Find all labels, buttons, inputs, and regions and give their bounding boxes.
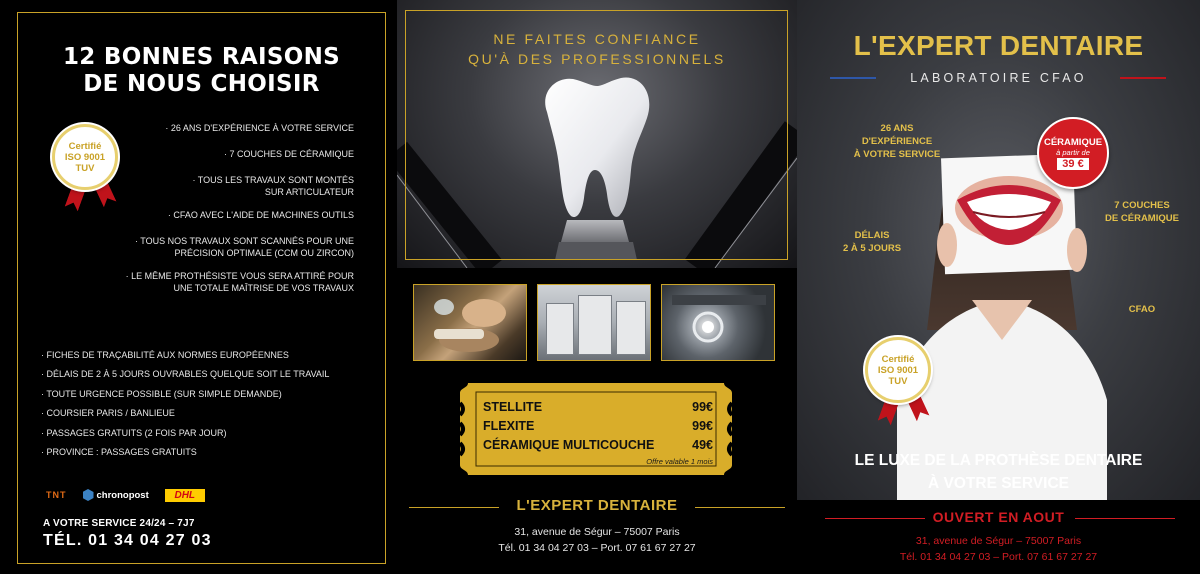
list-item: · 26 ANS D'EXPÉRIENCE À VOTRE SERVICE bbox=[165, 123, 354, 133]
badge-line: ISO 9001 bbox=[64, 151, 106, 163]
phone-number: TÉL. 01 34 04 27 03 bbox=[43, 532, 212, 549]
service-hours: A VOTRE SERVICE 24/24 – 7J7 bbox=[43, 518, 195, 529]
promo-from: à partir de bbox=[1056, 147, 1090, 157]
badge-line: Certifié bbox=[881, 353, 915, 365]
lab-photos bbox=[413, 284, 775, 361]
cover-slogan bbox=[797, 449, 1200, 495]
panel-reasons bbox=[0, 0, 397, 574]
hero-tooth-image bbox=[397, 0, 797, 268]
badge-line: ISO 9001 bbox=[877, 364, 919, 376]
price-name: FLEXITE bbox=[483, 419, 535, 433]
contact-info bbox=[397, 524, 797, 556]
list-item: · PROVINCE : PASSAGES GRATUITS bbox=[41, 446, 197, 457]
reasons-list-top bbox=[120, 122, 354, 308]
machine-shape bbox=[616, 301, 646, 355]
feature-line: 26 ANS bbox=[880, 123, 914, 134]
price-row bbox=[483, 436, 713, 455]
badge-line: TUV bbox=[888, 375, 908, 387]
feature-cfao: CFAO bbox=[1128, 304, 1156, 315]
tnt-logo bbox=[46, 490, 67, 500]
technician-hands-image bbox=[414, 285, 527, 361]
dhl-logo: DHL bbox=[165, 489, 205, 502]
list-item: · 7 COUCHES DE CÉRAMIQUE bbox=[223, 149, 354, 159]
tnt-logo-text: TNT bbox=[46, 490, 67, 500]
machine-shape bbox=[578, 295, 612, 355]
feature-delays bbox=[837, 229, 907, 255]
ceramic-price-badge bbox=[1037, 117, 1109, 189]
badge-line: Certifié bbox=[68, 140, 102, 152]
feature-line: DE CÉRAMIQUE bbox=[1105, 213, 1179, 224]
phones: Tél. 01 34 04 27 03 – Port. 07 61 67 27 27 bbox=[498, 542, 696, 554]
cover-title: L'EXPERT DENTAIRE bbox=[853, 30, 1144, 61]
list-item: · PASSAGES GRATUITS (2 FOIS PAR JOUR) bbox=[41, 427, 227, 438]
list-item: · TOUS LES TRAVAUX SONT MONTÉS SUR ARTICULATEUR bbox=[192, 175, 354, 197]
price-value: 99€ bbox=[692, 419, 713, 433]
slogan-line1: LE LUXE DE LA PROTHÈSE DENTAIRE bbox=[854, 452, 1143, 469]
cover-subtitle: LABORATOIRE CFAO bbox=[910, 71, 1087, 85]
promo-title: CÉRAMIQUE bbox=[1043, 136, 1103, 148]
panel-offers bbox=[397, 0, 797, 574]
price-value: 49€ bbox=[692, 438, 713, 452]
machine-shape bbox=[546, 303, 574, 355]
price-row bbox=[483, 398, 713, 417]
address: 31, avenue de Ségur – 75007 Paris bbox=[514, 526, 680, 538]
iso-certified-badge bbox=[52, 124, 118, 190]
scanner-image bbox=[662, 285, 775, 361]
list-item: · FICHES DE TRAÇABILITÉ AUX NORMES EUROPÉENNES bbox=[41, 350, 289, 360]
contact-info bbox=[797, 533, 1200, 565]
feature-layers bbox=[1087, 199, 1197, 225]
badge-line: TUV bbox=[75, 162, 95, 174]
list-item: · TOUTE URGENCE POSSIBLE (SUR SIMPLE DEMANDE) bbox=[41, 388, 282, 399]
reasons-title bbox=[17, 44, 386, 98]
courier-logos bbox=[46, 487, 246, 503]
iso-certified-badge bbox=[865, 337, 931, 403]
list-item: · CFAO AVEC L'AIDE DE MACHINES OUTILS bbox=[167, 210, 354, 220]
chronopost-logo-text: chronopost bbox=[96, 489, 149, 501]
feature-line: 2 À 5 JOURS bbox=[842, 243, 902, 254]
feature-experience bbox=[837, 122, 957, 161]
price-row bbox=[483, 417, 713, 436]
lab-photo-hands bbox=[413, 284, 527, 361]
lab-photo-scanner bbox=[661, 284, 775, 361]
lab-photo-machines bbox=[537, 284, 651, 361]
price-value: 99€ bbox=[692, 400, 713, 414]
hero-tagline-line2: QU'À DES PROFESSIONNELS bbox=[468, 51, 726, 67]
list-item: · LE MÊME PROTHÉSISTE VOUS SERA ATTIRÉ POUR UNE TOTALE MAÎTRISE DE VOS TRAVAUX bbox=[125, 271, 354, 293]
phones: Tél. 01 34 04 27 03 – Port. 07 61 67 27 27 bbox=[899, 551, 1098, 563]
price-list bbox=[483, 398, 713, 455]
reasons-title-line2: DE NOUS CHOISIR bbox=[83, 71, 320, 97]
feature-line: DÉLAIS bbox=[854, 230, 890, 241]
open-notice: OUVERT EN AOUT bbox=[932, 509, 1065, 525]
brand-name: L'EXPERT DENTAIRE bbox=[516, 497, 678, 514]
list-item: · TOUS NOS TRAVAUX SONT SCANNÉS POUR UNE PRÉCISION OPTIMALE (CCM OU ZIRCON) bbox=[134, 236, 354, 258]
chronopost-cube-icon bbox=[83, 489, 94, 501]
feature-line: D'EXPÉRIENCE bbox=[861, 136, 933, 147]
hero-tagline bbox=[397, 29, 797, 69]
promo-price: 39 € bbox=[1057, 158, 1088, 170]
slogan-line2: À VOTRE SERVICE bbox=[928, 475, 1069, 492]
address: 31, avenue de Ségur – 75007 Paris bbox=[915, 535, 1082, 547]
reasons-title-line1: 12 BONNES RAISONS bbox=[63, 44, 340, 70]
price-name: STELLITE bbox=[483, 400, 543, 414]
chronopost-logo bbox=[83, 489, 149, 501]
list-item: · COURSIER PARIS / BANLIEUE bbox=[41, 408, 175, 419]
offer-note: Offre valable 1 mois bbox=[646, 457, 713, 466]
price-name: CÉRAMIQUE MULTICOUCHE bbox=[483, 438, 655, 452]
feature-line: À VOTRE SERVICE bbox=[853, 149, 941, 160]
list-item: · DÉLAIS DE 2 À 5 JOURS OUVRABLES QUELQUE SOIT LE TRAVAIL bbox=[41, 369, 330, 380]
reasons-list-bottom bbox=[41, 349, 371, 465]
feature-line: 7 COUCHES bbox=[1114, 200, 1170, 211]
panel-cover bbox=[797, 0, 1200, 574]
hero-tagline-line1: NE FAITES CONFIANCE bbox=[493, 31, 701, 47]
